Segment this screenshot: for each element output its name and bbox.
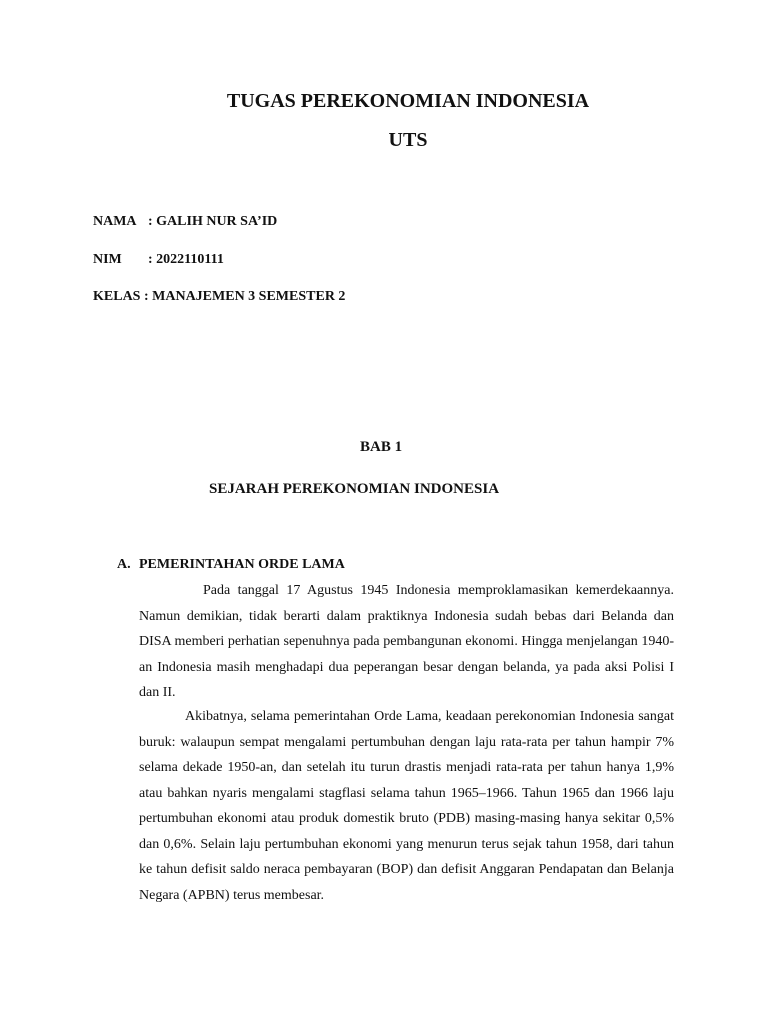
section-heading <box>117 556 345 574</box>
kelas-label: KELAS <box>93 289 141 304</box>
identity-kelas <box>93 288 345 306</box>
chapter-title: SEJARAH PEREKONOMIAN INDONESIA <box>209 481 500 497</box>
section-heading-text: PEMERINTAHAN ORDE LAMA <box>139 557 345 572</box>
nim-value: : 2022110111 <box>148 252 224 267</box>
nama-label: NAMA <box>93 214 137 229</box>
document-title: TUGAS PEREKONOMIAN INDONESIA <box>226 90 590 112</box>
nim-label: NIM <box>93 252 122 267</box>
document-subtitle: UTS <box>388 129 428 151</box>
identity-nama <box>93 213 277 231</box>
identity-nim <box>93 251 224 269</box>
section-marker: A. <box>117 557 131 572</box>
paragraph: Akibatnya, selama pemerintahan Orde Lama, keadaan perekonomian Indonesia sangat buruk: walaupun sempat mengalami pertumbuhan dengan laju rata-rata per tahun hampir 7% selama dekade 1950-an, dan setelah itu turun drastis menjadi rata-rata per tahun hanya 1,9% atau bahkan nyaris mengalami stagflasi selama tahun 1965–1966. Tahun 1965 dan 1966 laju pertumbuhan ekonomi atau produk domestik bruto (PDB) masing-masing hanya sekitar 0,5% dan 0,6%. Selain laju pertumbuhan ekonomi yang menurun terus sejak tahun 1958, dari tahun ke tahun defisit saldo neraca pembayaran (BOP) dan defisit Anggaran Pendapatan dan Belanja Negara (APBN) terus membesar. <box>139 709 674 903</box>
chapter-label: BAB 1 <box>360 439 403 455</box>
paragraph: Pada tanggal 17 Agustus 1945 Indonesia memproklamasikan kemerdekaannya. Namun demikian, tidak berarti dalam praktiknya Indonesia sudah bebas dari Belanda dan DISA memberi perhatian sepenuhnya pada pembangunan ekonomi. Hingga menjelangan 1940-an Indonesia masih menghadapi dua peperangan besar dengan belanda, ya pada aksi Polisi I dan II. <box>139 583 674 700</box>
kelas-value: : MANAJEMEN 3 SEMESTER 2 <box>143 289 346 304</box>
nama-value: : GALIH NUR SA’ID <box>148 214 278 229</box>
